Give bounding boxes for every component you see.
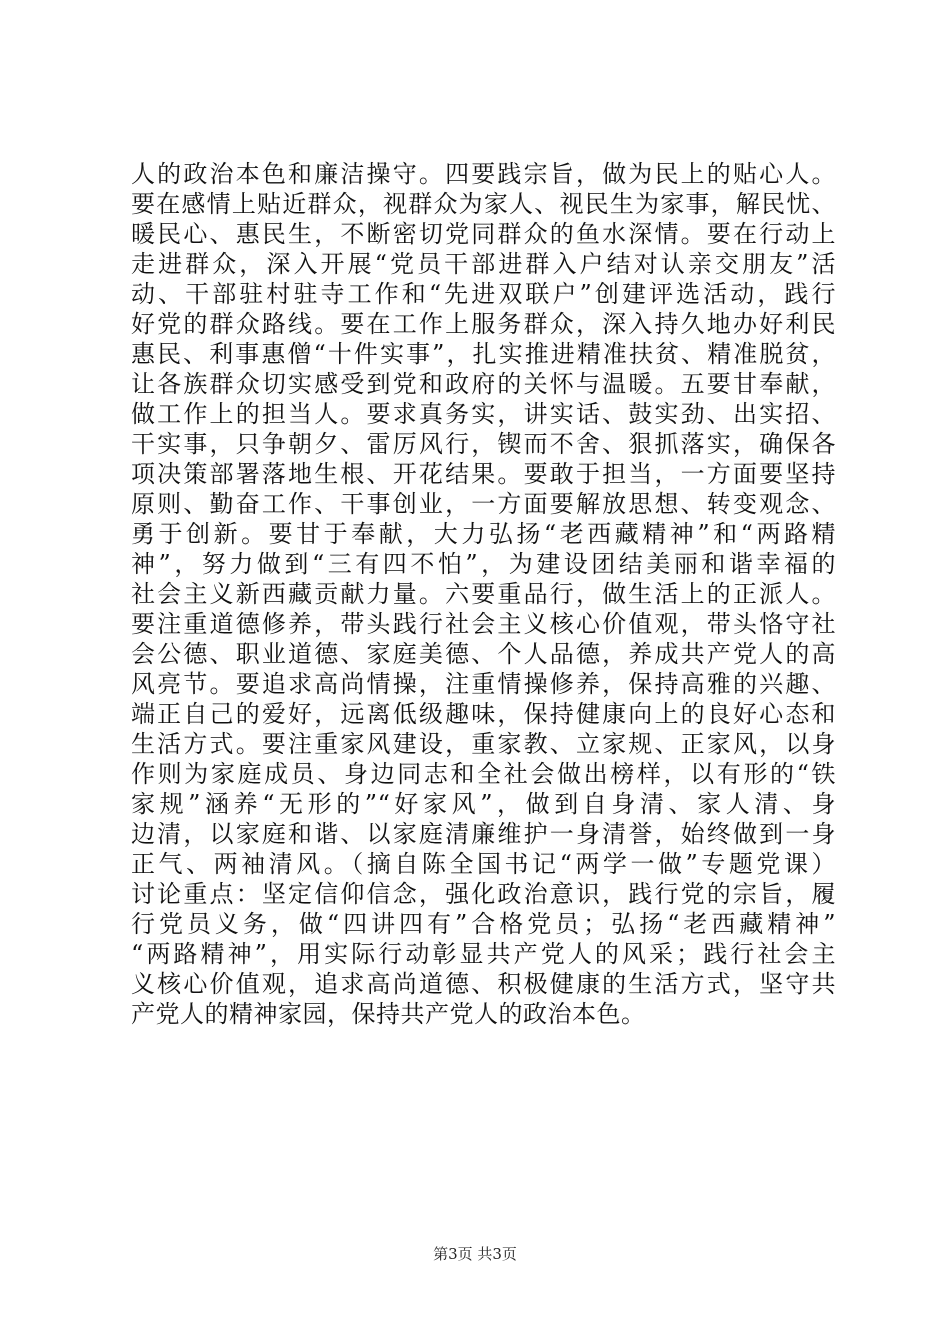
text-line: 讨论重点：坚定信仰信念，强化政治意识，践行党的宗旨，履: [131, 880, 836, 908]
text-line: 惠民、利事惠僧“十件实事”，扎实推进精准扶贫、精准脱贫，: [131, 340, 836, 368]
text-line: 家规”涵养“无形的”“好家风”，做到自身清、家人清、身: [131, 790, 836, 818]
text-line: 暖民心、惠民生，不断密切党同群众的鱼水深情。要在行动上: [131, 220, 836, 248]
text-line: 产党人的精神家园，保持共产党人的政治本色。: [131, 1000, 646, 1028]
text-line: 会公德、职业道德、家庭美德、个人品德，养成共产党人的高: [131, 640, 836, 668]
text-line: 勇于创新。要甘于奉献，大力弘扬“老西藏精神”和“两路精: [131, 520, 836, 548]
text-line: 干实事，只争朝夕、雷厉风行，锲而不舍、狠抓落实，确保各: [131, 430, 836, 458]
text-line: 走进群众，深入开展“党员干部进群入户结对认亲交朋友”活: [131, 250, 836, 278]
text-line: 正气、两袖清风。（摘自陈全国书记“两学一做”专题党课）: [131, 850, 836, 878]
page-footer: 第3页 共3页: [433, 1245, 517, 1263]
text-line: 动、干部驻村驻寺工作和“先进双联户”创建评选活动，践行: [131, 280, 836, 308]
text-line: 作则为家庭成员、身边同志和全社会做出榜样，以有形的“铁: [131, 760, 836, 788]
text-line: 原则、勤奋工作、干事创业，一方面要解放思想、转变观念、: [131, 490, 836, 518]
text-line: 要在感情上贴近群众，视群众为家人、视民生为家事，解民忧、: [131, 190, 836, 218]
text-line: 人的政治本色和廉洁操守。四要践宗旨，做为民上的贴心人。: [131, 160, 836, 188]
text-line: 风亮节。要追求高尚情操，注重情操修养，保持高雅的兴趣、: [131, 670, 836, 698]
text-line: 项决策部署落地生根、开花结果。要敢于担当，一方面要坚持: [131, 460, 836, 488]
text-line: 神”，努力做到“三有四不怕”，为建设团结美丽和谐幸福的: [131, 550, 836, 578]
text-line: 社会主义新西藏贡献力量。六要重品行，做生活上的正派人。: [131, 580, 836, 608]
text-line: 义核心价值观，追求高尚道德、积极健康的生活方式，坚守共: [131, 970, 836, 998]
text-line: 让各族群众切实感受到党和政府的关怀与温暖。五要甘奉献，: [131, 370, 836, 398]
text-line: “两路精神”，用实际行动彰显共产党人的风采；践行社会主: [131, 940, 836, 968]
text-line: 要注重道德修养，带头践行社会主义核心价值观，带头恪守社: [131, 610, 836, 638]
body-text: [131, 159, 836, 1029]
text-line: 做工作上的担当人。要求真务实，讲实话、鼓实劲、出实招、: [131, 400, 836, 428]
text-line: 边清，以家庭和谐、以家庭清廉维护一身清誉，始终做到一身: [131, 820, 836, 848]
text-line: 好党的群众路线。要在工作上服务群众，深入持久地办好利民: [131, 310, 836, 338]
text-line: 端正自己的爱好，远离低级趣味，保持健康向上的良好心态和: [131, 700, 836, 728]
text-line: 生活方式。要注重家风建设，重家教、立家规、正家风，以身: [131, 730, 836, 758]
text-line: 行党员义务，做“四讲四有”合格党员；弘扬“老西藏精神”: [131, 910, 836, 938]
